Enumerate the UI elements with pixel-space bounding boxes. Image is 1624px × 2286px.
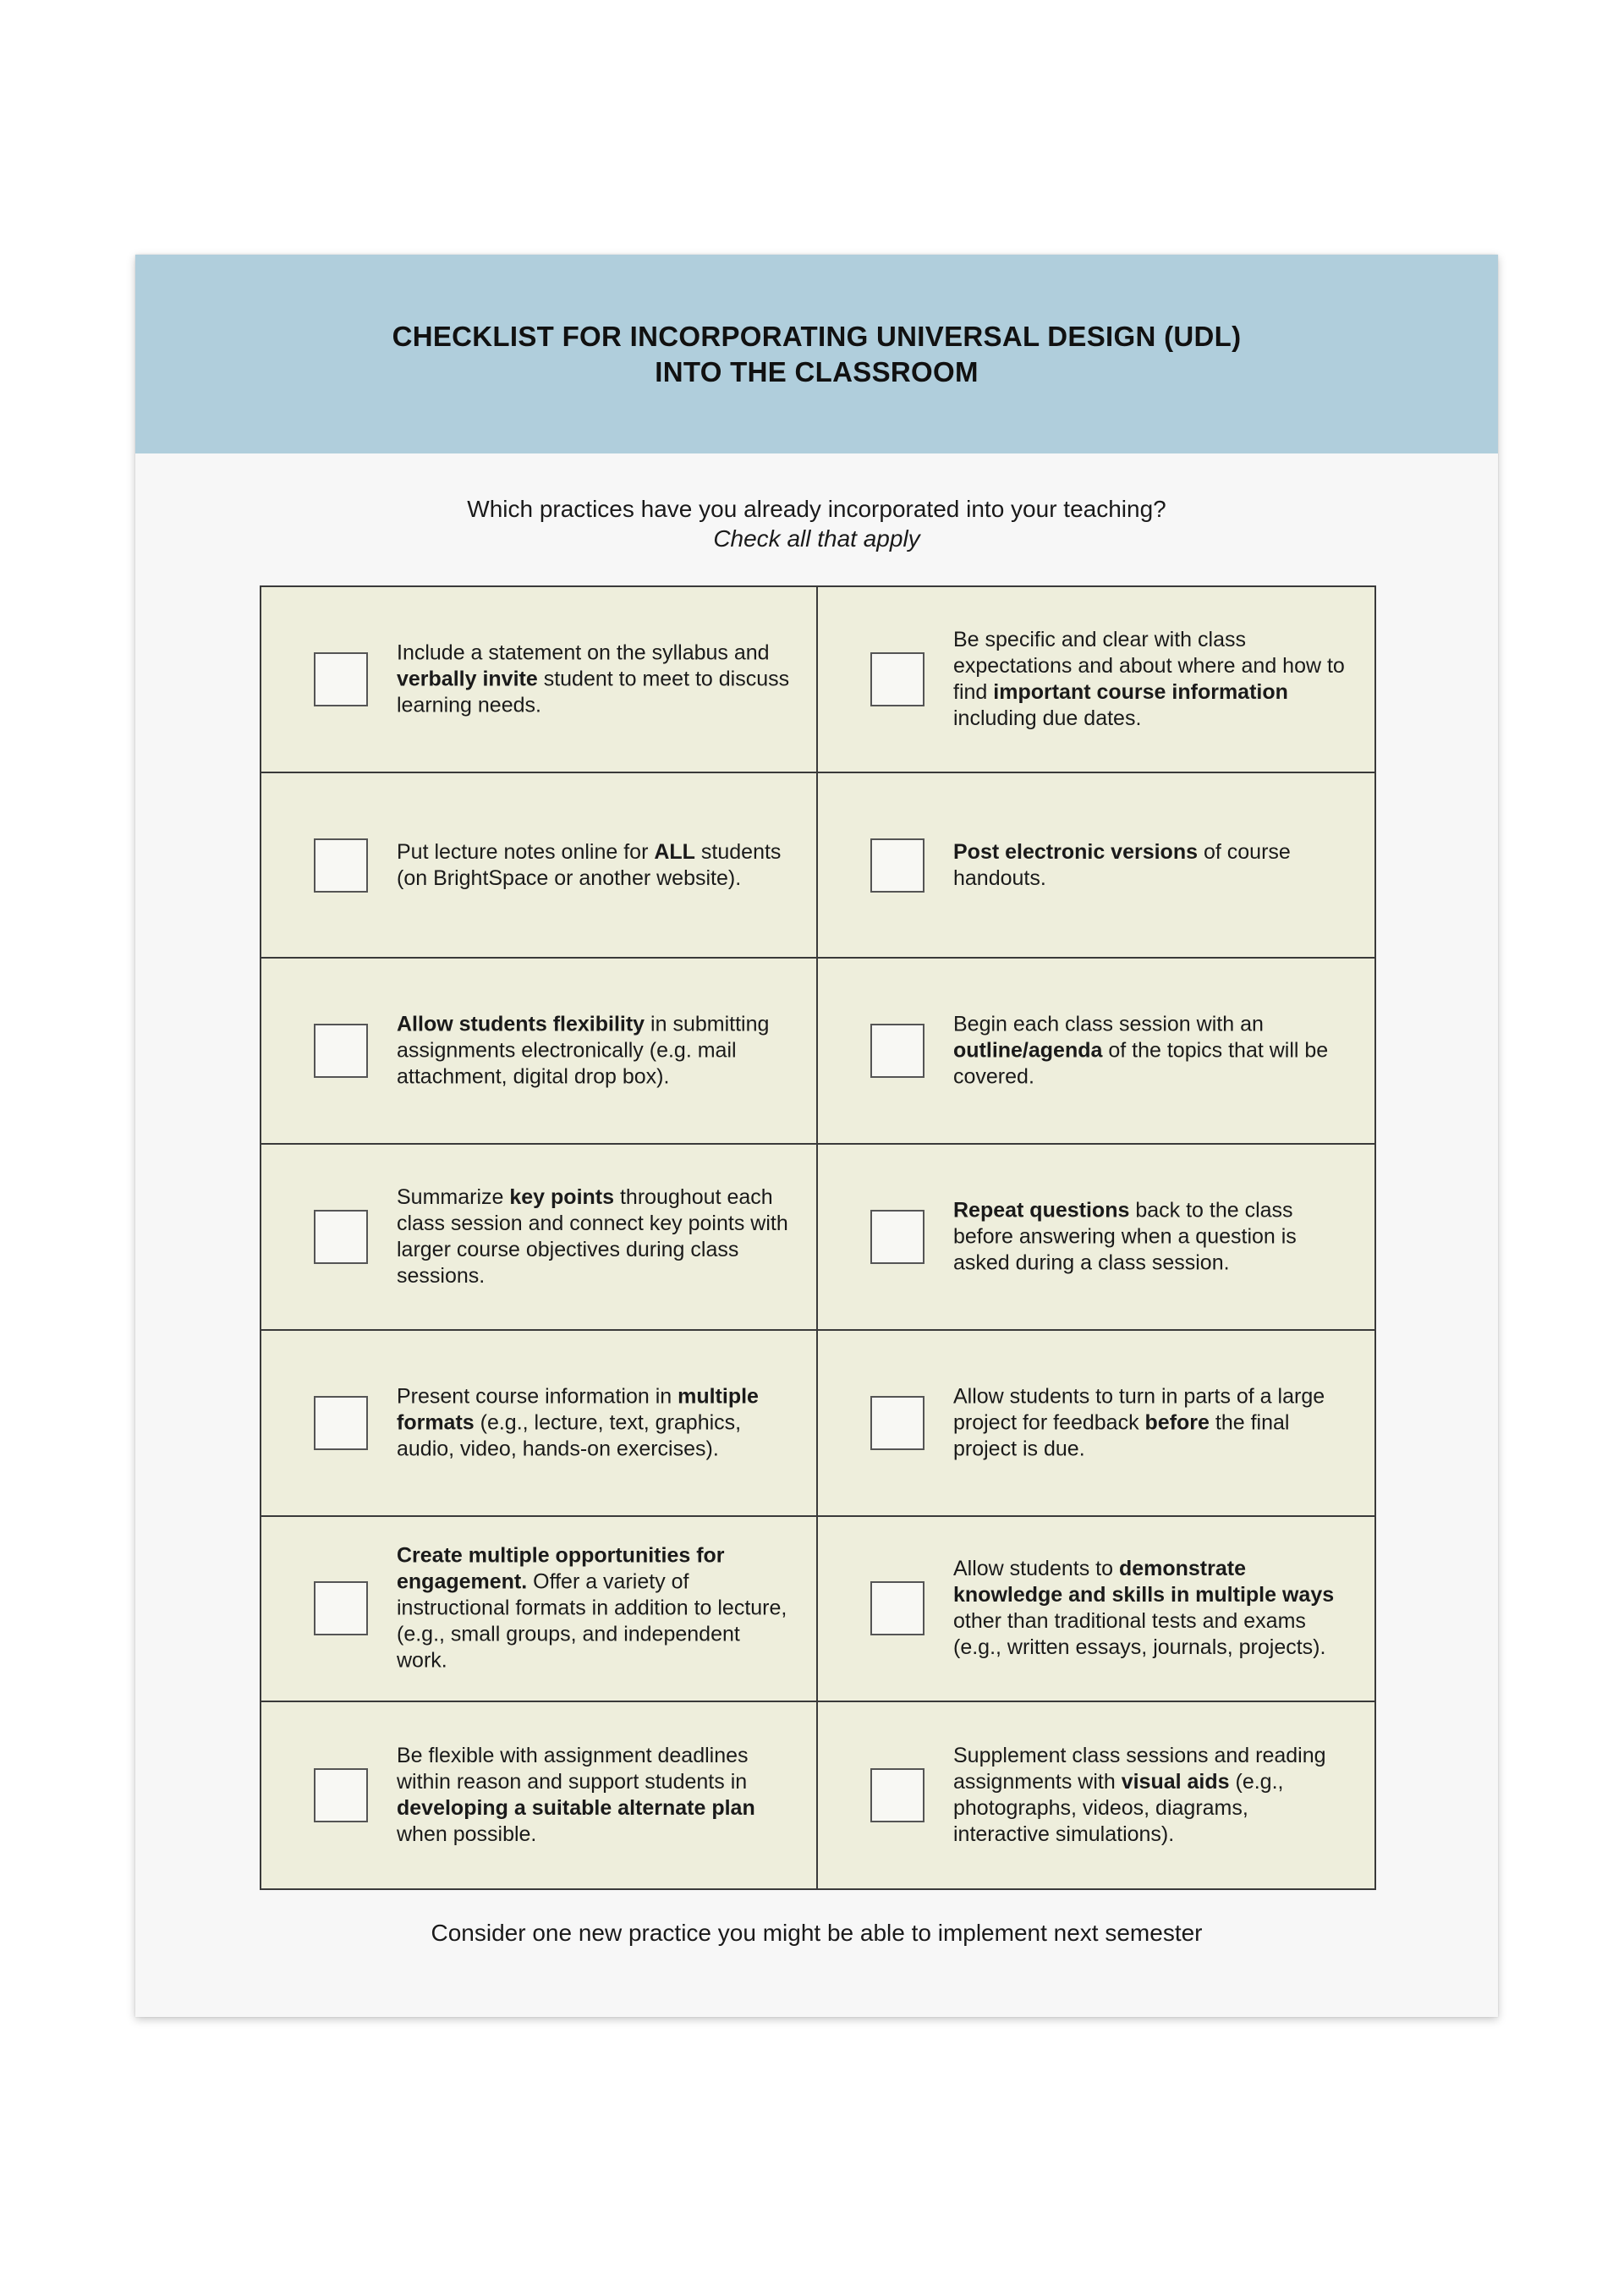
checklist-checkbox[interactable] xyxy=(870,838,924,893)
checklist-item xyxy=(261,1517,818,1703)
emphasized-text: ALL xyxy=(654,839,695,864)
item-text-segment: (e.g., lecture, text, graphics, audio, video, hands-on exercises). xyxy=(397,1410,742,1461)
item-text-segment: Include a statement on the syllabus and xyxy=(397,640,770,665)
checklist-checkbox[interactable] xyxy=(314,652,368,706)
checklist-item xyxy=(818,1145,1374,1331)
item-text-segment: student to meet to discuss learning needs. xyxy=(397,667,790,717)
checklist-item xyxy=(818,773,1374,959)
checklist-checkbox[interactable] xyxy=(314,1581,368,1635)
checklist-checkbox[interactable] xyxy=(870,1210,924,1264)
checklist-item xyxy=(818,1702,1374,1888)
item-text-segment: of course handouts. xyxy=(953,839,1291,890)
checklist-checkbox[interactable] xyxy=(314,838,368,893)
item-text-segment: (e.g., photographs, videos, diagrams, interactive simulations). xyxy=(953,1770,1284,1847)
emphasized-text: visual aids xyxy=(1121,1770,1230,1794)
emphasized-text: Post electronic versions xyxy=(953,839,1199,864)
item-text-segment: Supplement class sessions and reading assignments with xyxy=(953,1744,1326,1794)
footer-prompt: Consider one new practice you might be able to implement next semester xyxy=(431,1920,1203,1946)
checklist-item xyxy=(818,1331,1374,1517)
checklist-checkbox[interactable] xyxy=(870,652,924,706)
checklist-checkbox[interactable] xyxy=(870,1581,924,1635)
emphasized-text: before xyxy=(1144,1410,1210,1435)
item-text-segment: Be flexible with assignment deadlines within reason and support students in xyxy=(397,1744,749,1794)
checklist-checkbox[interactable] xyxy=(870,1768,924,1822)
checklist-item xyxy=(261,773,818,959)
emphasized-text: demonstrate knowledge and skills in multiple ways xyxy=(953,1557,1335,1607)
item-text-segment: the final project is due. xyxy=(953,1410,1290,1461)
emphasized-text: Repeat questions xyxy=(953,1198,1130,1223)
checklist-checkbox[interactable] xyxy=(314,1024,368,1078)
checklist-checkbox[interactable] xyxy=(870,1024,924,1078)
intro xyxy=(135,494,1498,553)
item-text-segment: Offer a variety of instructional formats in addition to lecture, (e.g., small groups, and independent work. xyxy=(397,1569,787,1673)
checklist-item xyxy=(261,1145,818,1331)
checklist-item-text xyxy=(953,1743,1349,1848)
emphasized-text: Create multiple opportunities for engagement. xyxy=(397,1543,725,1594)
checklist-item xyxy=(818,1517,1374,1703)
checklist-item-text xyxy=(397,1543,791,1674)
checklist-item-text xyxy=(397,1383,791,1462)
item-text-segment: Present course information in xyxy=(397,1384,678,1409)
checklist-checkbox[interactable] xyxy=(314,1768,368,1822)
checklist-item-text xyxy=(953,1012,1349,1091)
item-text-segment: Be specific and clear with class expectations and about where and how to find xyxy=(953,627,1345,704)
item-text-segment: throughout each class session and connect key points with larger course objectives during class sessions. xyxy=(397,1184,788,1288)
checklist-sheet xyxy=(135,255,1498,2017)
item-text-segment: other than traditional tests and exams (e.g., written essays, journals, projects). xyxy=(953,1609,1326,1660)
emphasized-text: important course information xyxy=(993,679,1288,704)
checklist-checkbox[interactable] xyxy=(870,1396,924,1450)
emphasized-text: verbally invite xyxy=(397,667,538,691)
checklist-item-text xyxy=(953,1383,1349,1462)
item-text-segment: including due dates. xyxy=(953,706,1142,730)
checklist-item-text xyxy=(953,1556,1349,1661)
emphasized-text: key points xyxy=(509,1184,615,1209)
checklist-item xyxy=(261,959,818,1145)
item-text-segment: in submitting assignments electronically (e.g. mail attachment, digital drop box). xyxy=(397,1012,770,1089)
checklist-item-text xyxy=(397,1184,791,1289)
checklist-item-text xyxy=(397,839,791,892)
checklist-item xyxy=(261,1331,818,1517)
emphasized-text: developing a suitable alternate plan xyxy=(397,1796,755,1821)
checklist-grid xyxy=(260,585,1376,1890)
page-title-line-1: CHECKLIST FOR INCORPORATING UNIVERSAL DESIGN (UDL) xyxy=(392,320,1242,352)
checklist-item xyxy=(818,959,1374,1145)
page-title-line-2: INTO THE CLASSROOM xyxy=(655,355,979,387)
checklist-item-text xyxy=(953,1197,1349,1276)
item-text-segment: back to the class before answering when a question is asked during a class session. xyxy=(953,1198,1297,1275)
intro-instruction: Check all that apply xyxy=(713,525,920,552)
emphasized-text: multiple formats xyxy=(397,1384,759,1435)
item-text-segment: of the topics that will be covered. xyxy=(953,1038,1329,1089)
checklist-item xyxy=(261,1702,818,1888)
intro-question: Which practices have you already incorporated into your teaching? xyxy=(467,496,1166,522)
item-text-segment: students (on BrightSpace or another website). xyxy=(397,839,782,890)
item-text-segment: Begin each class session with an xyxy=(953,1012,1264,1036)
checklist-checkbox[interactable] xyxy=(314,1396,368,1450)
checklist-item-text xyxy=(397,1012,791,1091)
item-text-segment: Summarize xyxy=(397,1184,510,1209)
checklist-item-text xyxy=(953,627,1349,732)
checklist-checkbox[interactable] xyxy=(314,1210,368,1264)
checklist-item-text xyxy=(397,1743,791,1848)
checklist-item xyxy=(818,587,1374,773)
checklist-item xyxy=(261,587,818,773)
item-text-segment: Allow students to xyxy=(953,1557,1119,1581)
checklist-item-text xyxy=(953,839,1349,892)
item-text-segment: when possible. xyxy=(397,1822,537,1847)
header-band xyxy=(135,255,1498,453)
emphasized-text: Allow students flexibility xyxy=(397,1012,645,1036)
item-text-segment: Put lecture notes online for xyxy=(397,839,655,864)
item-text-segment: Allow students to turn in parts of a large project for feedback xyxy=(953,1384,1325,1435)
emphasized-text: outline/agenda xyxy=(953,1038,1103,1063)
checklist-item-text xyxy=(397,640,791,718)
